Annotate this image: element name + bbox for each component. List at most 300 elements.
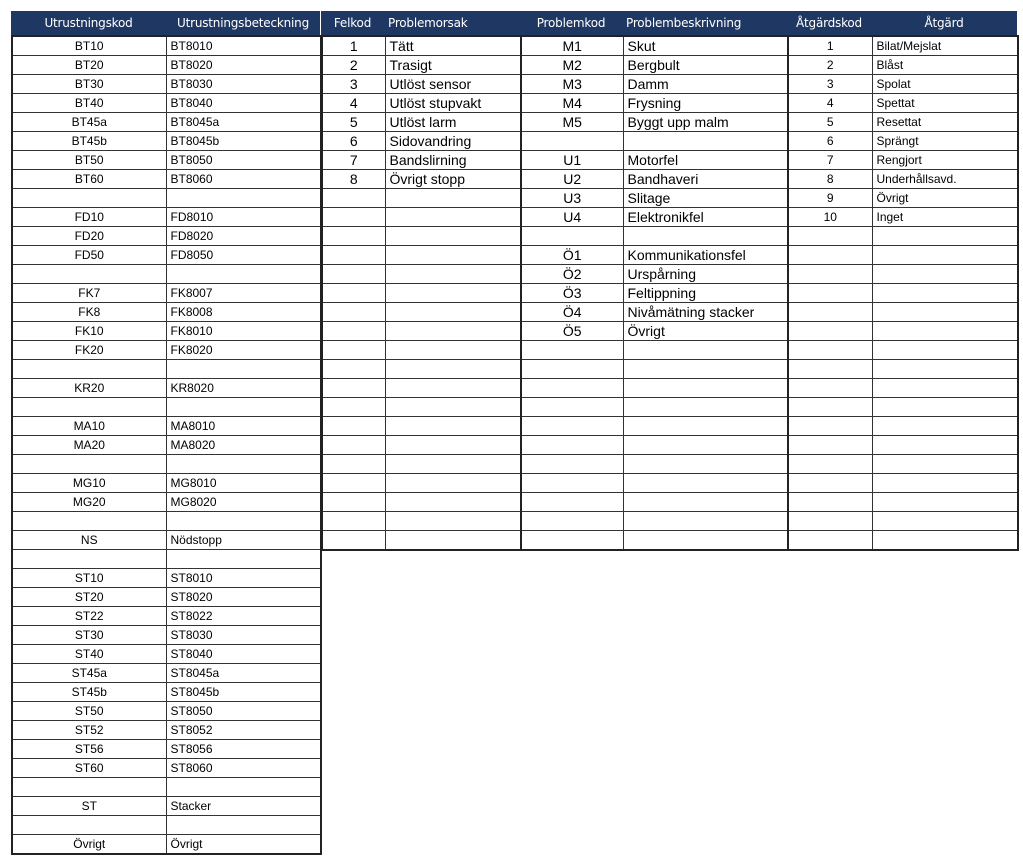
equipment-row-name [166,360,321,379]
equipment-row-name: ST8022 [166,607,321,626]
equipment-row [12,113,321,132]
action-row-action: Övrigt [872,189,1018,208]
problem-row [521,56,788,75]
problem-row-code: M1 [521,36,623,56]
problem-row-code [521,436,623,455]
equipment-row-name: FD8010 [166,208,321,227]
fault-row-cause [385,455,521,474]
problem-row-code [521,493,623,512]
fault-row [322,75,521,94]
fault-row-code: 2 [322,56,385,75]
equipment-row [12,797,321,816]
action-row-code [788,455,872,474]
action-row [788,436,1018,455]
fault-row-cause [385,303,521,322]
action-row-code: 7 [788,151,872,170]
equipment-row [12,778,321,797]
fault-row-code [322,360,385,379]
problem-row [521,36,788,56]
equipment-row [12,455,321,474]
equipment-row [12,721,321,740]
action-row-code [788,227,872,246]
fault-row-code: 5 [322,113,385,132]
equipment-row-name: ST8020 [166,588,321,607]
equipment-row [12,493,321,512]
problem-row [521,341,788,360]
problem-row [521,360,788,379]
fault-row-cause [385,341,521,360]
equipment-row [12,664,321,683]
equipment-row [12,569,321,588]
equipment-row-name: BT8040 [166,94,321,113]
action-row-code [788,436,872,455]
action-row-action [872,246,1018,265]
problem-row-desc: Elektronikfel [623,208,788,227]
equipment-row [12,208,321,227]
fault-row-cause: Trasigt [385,56,521,75]
header-atgard: Åtgärd [871,11,1017,35]
problem-row-desc: Skut [623,36,788,56]
fault-row [322,417,521,436]
equipment-row-name [166,550,321,569]
equipment-row-name: MA8020 [166,436,321,455]
equipment-row [12,740,321,759]
equipment-row [12,341,321,360]
equipment-row-name: ST8010 [166,569,321,588]
equipment-row-name [166,398,321,417]
problem-row-code: Ö5 [521,322,623,341]
problem-row [521,474,788,493]
action-row-code [788,379,872,398]
equipment-row-name: ST8060 [166,759,321,778]
action-row-action: Rengjort [872,151,1018,170]
equipment-row-code [12,550,166,569]
fault-row-code: 3 [322,75,385,94]
action-row-action [872,531,1018,551]
fault-row-cause [385,265,521,284]
action-row-action: Spettat [872,94,1018,113]
header-felkod: Felkod [321,11,384,35]
equipment-row [12,683,321,702]
fault-row [322,531,521,551]
equipment-row [12,417,321,436]
equipment-row [12,588,321,607]
problem-row-code: M5 [521,113,623,132]
equipment-row-name: ST8052 [166,721,321,740]
equipment-row-code [12,778,166,797]
equipment-row-name: FK8010 [166,322,321,341]
problem-row-code [521,512,623,531]
action-row [788,189,1018,208]
equipment-row [12,36,321,56]
fault-row-code [322,265,385,284]
equipment-row-code: KR20 [12,379,166,398]
problem-row-code: Ö4 [521,303,623,322]
problem-row-desc: Feltippning [623,284,788,303]
fault-row-cause [385,474,521,493]
action-row-code: 3 [788,75,872,94]
equipment-row-code: ST30 [12,626,166,645]
action-row [788,379,1018,398]
equipment-row-name: BT8010 [166,36,321,56]
problem-row-desc: Damm [623,75,788,94]
problem-row-code: U2 [521,170,623,189]
equipment-row-code: FD10 [12,208,166,227]
header-problembeskrivning: Problembeskrivning [622,11,787,35]
equipment-row [12,474,321,493]
problem-row [521,75,788,94]
equipment-row-code: MG10 [12,474,166,493]
problem-row-desc [623,512,788,531]
problem-row-desc: Nivåmätning stacker [623,303,788,322]
action-row-action: Underhållsavd. [872,170,1018,189]
fault-row-code [322,303,385,322]
problem-row-desc [623,417,788,436]
equipment-row-code: ST60 [12,759,166,778]
action-row-action [872,379,1018,398]
fault-row [322,360,521,379]
equipment-row [12,265,321,284]
equipment-row-name: BT8020 [166,56,321,75]
action-row-code [788,341,872,360]
problem-row [521,379,788,398]
equipment-row [12,626,321,645]
equipment-row-code: BT60 [12,170,166,189]
equipment-row-code: ST10 [12,569,166,588]
equipment-row-name: FK8008 [166,303,321,322]
equipment-row [12,550,321,569]
fault-row-code: 8 [322,170,385,189]
action-row-action [872,227,1018,246]
action-row-action [872,493,1018,512]
fault-row [322,512,521,531]
problem-row [521,398,788,417]
fault-row-cause: Övrigt stopp [385,170,521,189]
equipment-row-name [166,816,321,835]
action-row-action [872,322,1018,341]
problem-row-desc [623,531,788,551]
equipment-row-code [12,398,166,417]
action-row [788,246,1018,265]
fault-row-code [322,322,385,341]
problem-row [521,151,788,170]
fault-row-cause [385,227,521,246]
action-row [788,360,1018,379]
equipment-row-name: Övrigt [166,835,321,855]
fault-row-cause [385,284,521,303]
action-row-code [788,417,872,436]
fault-row-cause [385,531,521,551]
action-row-code: 5 [788,113,872,132]
problem-row-desc: Kommunikationsfel [623,246,788,265]
fault-row [322,303,521,322]
equipment-row-code: ST [12,797,166,816]
action-row-code: 4 [788,94,872,113]
action-row-action [872,284,1018,303]
fault-row-cause [385,360,521,379]
action-row-code: 2 [788,56,872,75]
equipment-row-code: ST50 [12,702,166,721]
equipment-row-name [166,512,321,531]
problem-row-desc [623,398,788,417]
fault-row-cause [385,512,521,531]
problem-row-desc [623,227,788,246]
problem-row [521,265,788,284]
action-row-code: 8 [788,170,872,189]
fault-row-code [322,436,385,455]
equipment-row-name: BT8060 [166,170,321,189]
fault-row-code: 7 [322,151,385,170]
equipment-row [12,645,321,664]
action-row-code [788,531,872,551]
fault-row-cause [385,246,521,265]
equipment-row [12,170,321,189]
problem-row-desc [623,379,788,398]
fault-row-code [322,341,385,360]
problem-row [521,512,788,531]
action-row-code: 6 [788,132,872,151]
problem-row-code [521,227,623,246]
fault-row [322,322,521,341]
fault-row [322,132,521,151]
action-row [788,227,1018,246]
fault-table [321,35,522,551]
equipment-row-code: BT20 [12,56,166,75]
fault-row [322,436,521,455]
action-row-action: Bilat/Mejslat [872,36,1018,56]
fault-row-cause [385,493,521,512]
problem-row [521,170,788,189]
problem-row [521,94,788,113]
problem-row-desc [623,493,788,512]
equipment-row-code [12,512,166,531]
equipment-row-code: BT50 [12,151,166,170]
equipment-row-code: ST52 [12,721,166,740]
equipment-row [12,94,321,113]
equipment-row-code: ST45a [12,664,166,683]
equipment-row [12,531,321,550]
equipment-row [12,512,321,531]
equipment-row-code: ST40 [12,645,166,664]
equipment-row-code: FD50 [12,246,166,265]
problem-row-desc: Bergbult [623,56,788,75]
problem-row-desc: Byggt upp malm [623,113,788,132]
fault-row-code [322,455,385,474]
problem-row-desc [623,455,788,474]
equipment-row [12,56,321,75]
problem-row-code: U4 [521,208,623,227]
problem-row-code: U3 [521,189,623,208]
problem-row-code: M3 [521,75,623,94]
problem-row-code: M2 [521,56,623,75]
action-row-code: 10 [788,208,872,227]
equipment-row [12,379,321,398]
fault-row-cause [385,417,521,436]
fault-row [322,189,521,208]
fault-row-code: 1 [322,36,385,56]
fault-row [322,94,521,113]
header-problemorsak: Problemorsak [384,11,520,35]
fault-row [322,170,521,189]
equipment-row-code: ST45b [12,683,166,702]
action-row [788,36,1018,56]
equipment-row [12,284,321,303]
equipment-table [11,35,322,855]
equipment-row-code [12,816,166,835]
equipment-row-name: KR8020 [166,379,321,398]
action-row-code [788,512,872,531]
problem-row-desc [623,436,788,455]
fault-row [322,284,521,303]
equipment-row-code: FK7 [12,284,166,303]
header-problemkod: Problemkod [520,11,622,35]
fault-row-cause [385,398,521,417]
action-row [788,170,1018,189]
problem-row-code: Ö2 [521,265,623,284]
problem-row [521,436,788,455]
equipment-row [12,816,321,835]
action-row [788,284,1018,303]
problem-row [521,284,788,303]
header-atgardskod: Åtgärdskod [787,11,871,35]
problem-row-code [521,132,623,151]
fault-row [322,56,521,75]
problem-row-code: Ö1 [521,246,623,265]
action-row-code [788,284,872,303]
action-row [788,94,1018,113]
problem-row-desc: Urspårning [623,265,788,284]
problem-row [521,189,788,208]
equipment-row-code: FK20 [12,341,166,360]
action-row-code [788,322,872,341]
action-row [788,151,1018,170]
problem-row [521,322,788,341]
action-row [788,113,1018,132]
equipment-row-code: BT45a [12,113,166,132]
problem-row-code [521,531,623,551]
equipment-row-code: MA20 [12,436,166,455]
action-row-action [872,265,1018,284]
action-table [787,35,1019,551]
action-row-action [872,303,1018,322]
action-row-action [872,474,1018,493]
problem-row [521,493,788,512]
equipment-row-code: MG20 [12,493,166,512]
action-row-code [788,474,872,493]
action-row-code [788,246,872,265]
fault-row-cause: Tätt [385,36,521,56]
problem-row-code [521,455,623,474]
action-row-action [872,398,1018,417]
fault-row [322,208,521,227]
fault-row [322,379,521,398]
problem-row-code: Ö3 [521,284,623,303]
equipment-row-name: Nödstopp [166,531,321,550]
problem-row-code [521,341,623,360]
fault-row-code [322,417,385,436]
problem-row-desc: Motorfel [623,151,788,170]
action-row-action: Blåst [872,56,1018,75]
equipment-row-name: MG8020 [166,493,321,512]
equipment-row [12,759,321,778]
fault-row-code [322,246,385,265]
equipment-row-code: MA10 [12,417,166,436]
equipment-row-name: MA8010 [166,417,321,436]
equipment-row-name: BT8030 [166,75,321,94]
problem-row-desc: Bandhaveri [623,170,788,189]
problem-row-desc [623,132,788,151]
equipment-row [12,607,321,626]
equipment-row [12,227,321,246]
equipment-row [12,75,321,94]
equipment-row-code: FK10 [12,322,166,341]
problem-row-code: M4 [521,94,623,113]
fault-row-code: 6 [322,132,385,151]
problem-row-code [521,360,623,379]
equipment-row-code: BT10 [12,36,166,56]
action-row [788,75,1018,94]
fault-row [322,113,521,132]
fault-row [322,474,521,493]
fault-row-cause [385,189,521,208]
action-row [788,493,1018,512]
problem-row [521,531,788,551]
fault-row-code [322,474,385,493]
action-row [788,455,1018,474]
action-row-code [788,360,872,379]
equipment-row-code: NS [12,531,166,550]
fault-row-code [322,379,385,398]
problem-row-desc [623,341,788,360]
action-row [788,398,1018,417]
fault-row-cause [385,322,521,341]
problem-row [521,132,788,151]
fault-row-cause [385,436,521,455]
equipment-row-name [166,778,321,797]
action-row-code [788,265,872,284]
equipment-row-name: ST8050 [166,702,321,721]
equipment-row-name [166,265,321,284]
equipment-row-code [12,360,166,379]
equipment-row-code: Övrigt [12,835,166,855]
fault-row-cause: Utlöst stupvakt [385,94,521,113]
equipment-row-code: ST22 [12,607,166,626]
fault-row [322,151,521,170]
equipment-row-name: ST8056 [166,740,321,759]
header-utrustningskod: Utrustningskod [11,11,166,35]
fault-row-code [322,493,385,512]
problem-row-code [521,474,623,493]
action-row [788,303,1018,322]
equipment-row-name: ST8040 [166,645,321,664]
equipment-row-name [166,455,321,474]
action-row [788,474,1018,493]
fault-row-code [322,531,385,551]
equipment-row-code: FD20 [12,227,166,246]
equipment-row [12,702,321,721]
fault-row-code [322,227,385,246]
action-row [788,341,1018,360]
fault-row-code [322,284,385,303]
action-row-code: 9 [788,189,872,208]
action-row [788,208,1018,227]
problem-row-code [521,398,623,417]
equipment-row-name: ST8030 [166,626,321,645]
equipment-row-code: ST20 [12,588,166,607]
action-row-action [872,436,1018,455]
action-row [788,322,1018,341]
equipment-row-code: BT45b [12,132,166,151]
